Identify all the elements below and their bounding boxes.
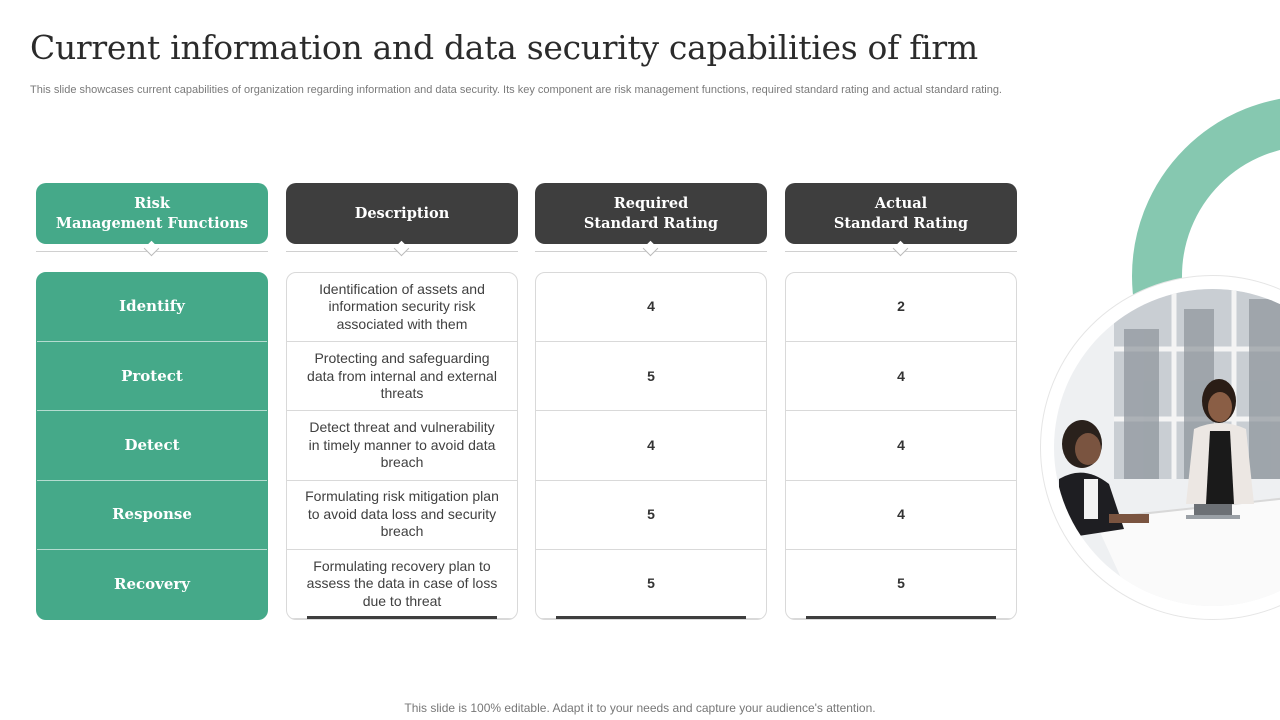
actual-rating-cell: 2: [786, 273, 1016, 342]
slide-subtitle: This slide showcases current capabilities of organization regarding information and data security. Its key component are risk management functions, required standard rating and actual standard rating.: [30, 84, 1002, 96]
chevron-down-icon: [643, 241, 659, 257]
required-rating-cell: 5: [536, 481, 766, 550]
slide-footer: This slide is 100% editable. Adapt it to your needs and capture your audience's attention.: [404, 701, 876, 715]
header-risk-management-functions: [36, 183, 268, 244]
actual-rating-body: [785, 272, 1017, 620]
description-body: [286, 272, 518, 620]
actual-rating-column: [785, 183, 1017, 620]
header-label: Description: [354, 204, 450, 222]
header-label: Actual Standard Rating: [833, 194, 969, 232]
functions-body: [36, 272, 268, 620]
chevron-down-icon: [394, 241, 410, 257]
actual-rating-cell: 4: [786, 411, 1016, 480]
required-rating-cell: 5: [536, 550, 766, 619]
description-cell: Formulating risk mitigation plan to avoid data loss and security breach: [287, 481, 517, 550]
functions-column: [36, 183, 268, 620]
chevron-down-icon: [893, 241, 909, 257]
actual-rating-cell: 4: [786, 481, 1016, 550]
required-rating-cell: 4: [536, 273, 766, 342]
function-cell: Recovery: [113, 574, 191, 593]
column-underbar: [307, 616, 497, 619]
function-cell: Detect: [37, 411, 267, 480]
description-cell: Identification of assets and information security risk associated with them: [287, 273, 517, 342]
header-separator: [286, 244, 518, 272]
description-column: [286, 183, 518, 620]
function-cell: Response: [37, 481, 267, 550]
function-cell: Identify: [37, 273, 267, 342]
header-label: Required Standard Rating: [583, 194, 719, 232]
description-cell: Detect threat and vulnerability in timely manner to avoid data breach: [287, 411, 517, 480]
required-rating-cell: 5: [536, 342, 766, 411]
function-cell: Protect: [37, 342, 267, 411]
required-rating-body: [535, 272, 767, 620]
slide-title: Current information and data security capabilities of firm: [30, 28, 978, 67]
chevron-down-icon: [144, 241, 160, 257]
description-cell: Formulating recovery plan to assess the data in case of loss due to threat: [287, 550, 517, 619]
header-label: Risk Management Functions: [55, 194, 249, 232]
header-required-standard-rating: [535, 183, 767, 244]
description-cell: Protecting and safeguarding data from internal and external threats: [287, 342, 517, 411]
column-underbar: [556, 616, 746, 619]
header-description: [286, 183, 518, 244]
actual-rating-cell: 5: [786, 550, 1016, 619]
header-actual-standard-rating: [785, 183, 1017, 244]
actual-rating-cell: 4: [786, 342, 1016, 411]
required-rating-column: [535, 183, 767, 620]
column-underbar: [806, 616, 996, 619]
header-separator: [535, 244, 767, 272]
header-separator: [785, 244, 1017, 272]
header-separator: [36, 244, 268, 272]
required-rating-cell: 4: [536, 411, 766, 480]
